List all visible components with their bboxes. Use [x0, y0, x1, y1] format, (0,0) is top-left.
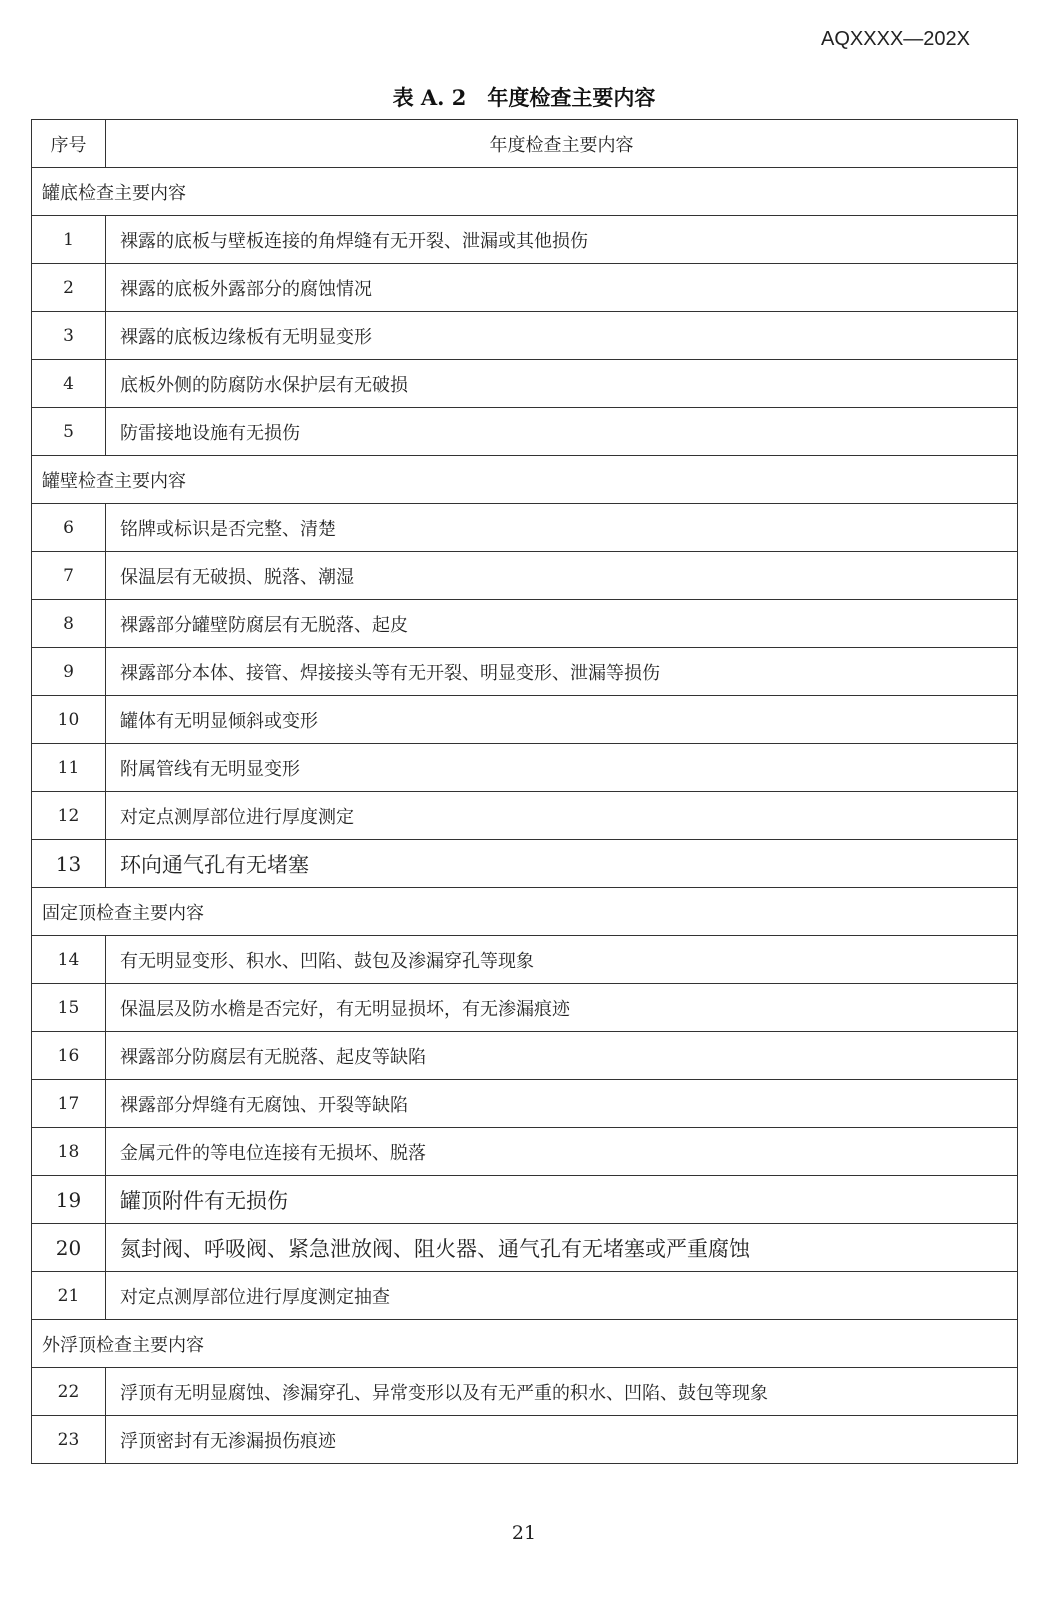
table-row — [32, 936, 1018, 984]
item-text: 裸露部分防腐层有无脱落、起皮等缺陷 — [106, 1032, 1018, 1080]
item-number: 5 — [32, 408, 106, 456]
section-title: 外浮顶检查主要内容 — [32, 1320, 1018, 1368]
item-number: 22 — [32, 1368, 106, 1416]
table-header-row — [32, 120, 1018, 168]
section-row — [32, 1320, 1018, 1368]
item-text: 浮顶有无明显腐蚀、渗漏穿孔、异常变形以及有无严重的积水、凹陷、鼓包等现象 — [106, 1368, 1018, 1416]
item-number: 14 — [32, 936, 106, 984]
item-text: 对定点测厚部位进行厚度测定抽查 — [106, 1272, 1018, 1320]
item-number: 15 — [32, 984, 106, 1032]
item-text: 保温层及防水檐是否完好，有无明显损坏，有无渗漏痕迹 — [106, 984, 1018, 1032]
item-text: 底板外侧的防腐防水保护层有无破损 — [106, 360, 1018, 408]
table-row — [32, 264, 1018, 312]
annual-inspection-table — [31, 119, 1018, 1464]
section-row — [32, 456, 1018, 504]
item-number: 11 — [32, 744, 106, 792]
item-text: 裸露的底板边缘板有无明显变形 — [106, 312, 1018, 360]
section-title: 固定顶检查主要内容 — [32, 888, 1018, 936]
table-row — [32, 1272, 1018, 1320]
item-number: 1 — [32, 216, 106, 264]
table-row — [32, 600, 1018, 648]
section-title: 罐底检查主要内容 — [32, 168, 1018, 216]
table-row — [32, 1032, 1018, 1080]
item-text: 环向通气孔有无堵塞 — [106, 840, 1018, 888]
item-number: 8 — [32, 600, 106, 648]
table-row — [32, 504, 1018, 552]
item-number: 16 — [32, 1032, 106, 1080]
item-text: 氮封阀、呼吸阀、紧急泄放阀、阻火器、通气孔有无堵塞或严重腐蚀 — [106, 1224, 1018, 1272]
item-text: 有无明显变形、积水、凹陷、鼓包及渗漏穿孔等现象 — [106, 936, 1018, 984]
table-row — [32, 360, 1018, 408]
item-number: 4 — [32, 360, 106, 408]
table-row — [32, 1080, 1018, 1128]
table-row — [32, 792, 1018, 840]
item-text: 铭牌或标识是否完整、清楚 — [106, 504, 1018, 552]
document-code: AQXXXX—202X — [821, 28, 970, 50]
item-text: 金属元件的等电位连接有无损坏、脱落 — [106, 1128, 1018, 1176]
table-row — [32, 648, 1018, 696]
item-text: 裸露部分本体、接管、焊接接头等有无开裂、明显变形、泄漏等损伤 — [106, 648, 1018, 696]
table-row — [32, 552, 1018, 600]
item-number: 19 — [32, 1176, 106, 1224]
item-text: 罐体有无明显倾斜或变形 — [106, 696, 1018, 744]
item-number: 9 — [32, 648, 106, 696]
table-row — [32, 744, 1018, 792]
table-title: 表 A. 2 年度检查主要内容 — [392, 85, 656, 110]
table-row — [32, 408, 1018, 456]
table-row — [32, 1368, 1018, 1416]
header-number: 序号 — [32, 120, 106, 168]
item-number: 13 — [32, 840, 106, 888]
item-text: 裸露的底板外露部分的腐蚀情况 — [106, 264, 1018, 312]
header-content: 年度检查主要内容 — [106, 120, 1018, 168]
item-number: 2 — [32, 264, 106, 312]
item-number: 7 — [32, 552, 106, 600]
item-number: 18 — [32, 1128, 106, 1176]
item-number: 12 — [32, 792, 106, 840]
item-text: 附属管线有无明显变形 — [106, 744, 1018, 792]
item-text: 对定点测厚部位进行厚度测定 — [106, 792, 1018, 840]
page-number: 21 — [511, 1522, 537, 1544]
table-row — [32, 216, 1018, 264]
item-text: 罐顶附件有无损伤 — [106, 1176, 1018, 1224]
table-row — [32, 984, 1018, 1032]
item-text: 保温层有无破损、脱落、潮湿 — [106, 552, 1018, 600]
item-number: 20 — [32, 1224, 106, 1272]
section-row — [32, 168, 1018, 216]
table-row — [32, 696, 1018, 744]
section-row — [32, 888, 1018, 936]
table-row — [32, 1128, 1018, 1176]
item-text: 裸露部分罐壁防腐层有无脱落、起皮 — [106, 600, 1018, 648]
item-text: 裸露的底板与壁板连接的角焊缝有无开裂、泄漏或其他损伤 — [106, 216, 1018, 264]
item-text: 浮顶密封有无渗漏损伤痕迹 — [106, 1416, 1018, 1464]
item-text: 裸露部分焊缝有无腐蚀、开裂等缺陷 — [106, 1080, 1018, 1128]
item-text: 防雷接地设施有无损伤 — [106, 408, 1018, 456]
inspection-table-container — [31, 119, 1017, 1464]
table-row — [32, 1176, 1018, 1224]
item-number: 23 — [32, 1416, 106, 1464]
item-number: 10 — [32, 696, 106, 744]
item-number: 3 — [32, 312, 106, 360]
table-row — [32, 312, 1018, 360]
table-row — [32, 1224, 1018, 1272]
section-title: 罐壁检查主要内容 — [32, 456, 1018, 504]
item-number: 21 — [32, 1272, 106, 1320]
item-number: 17 — [32, 1080, 106, 1128]
table-row — [32, 1416, 1018, 1464]
table-row — [32, 840, 1018, 888]
item-number: 6 — [32, 504, 106, 552]
